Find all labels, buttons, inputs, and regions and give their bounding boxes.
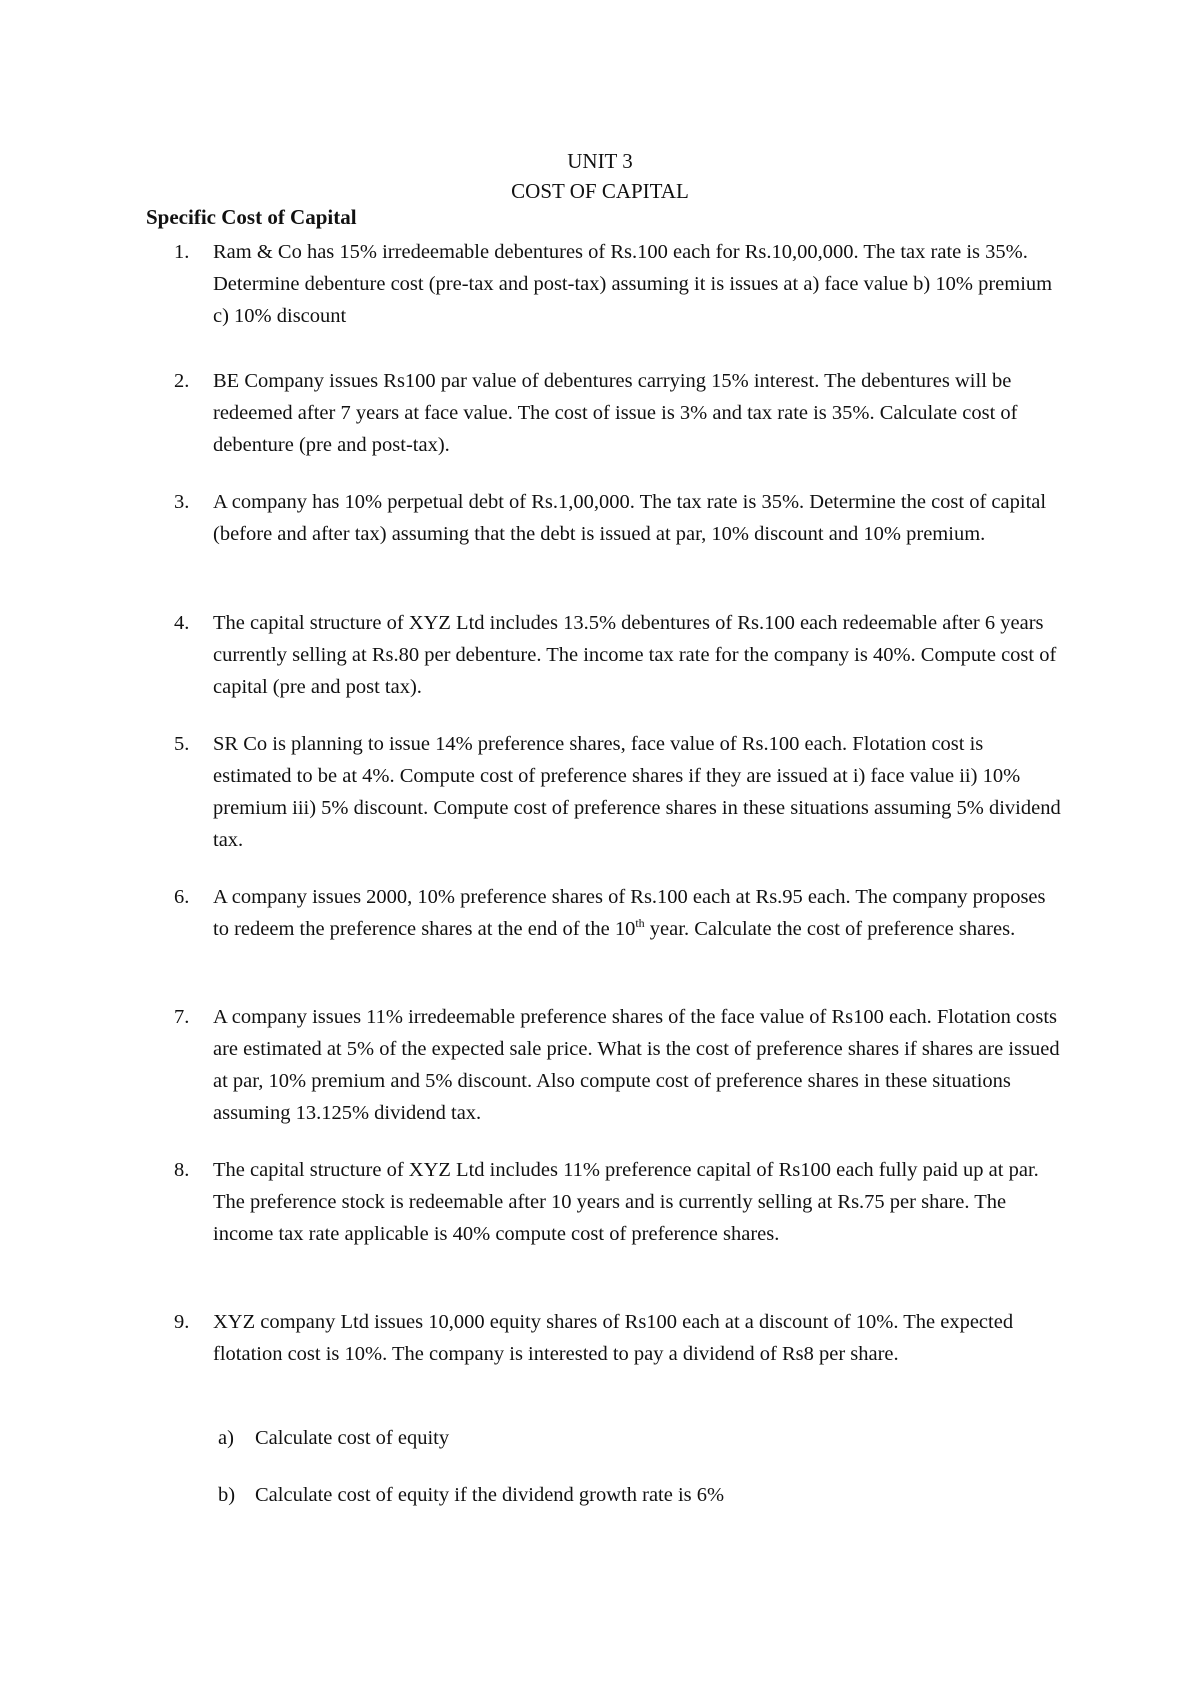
question-8 xyxy=(146,1154,1066,1250)
question-text: XYZ company Ltd issues 10,000 equity shares of Rs100 each at a discount of 10%. The expected flotation cost is 10%. The company is interested to pay a dividend of Rs8 per share. xyxy=(213,1311,1014,1365)
question-text: A company has 10% perpetual debt of Rs.1,00,000. The tax rate is 35%. Determine the cost of capital (before and after tax) assuming that the debt is issued at par, 10% discount and 10% premium. xyxy=(213,491,1047,545)
question-9 xyxy=(146,1306,1066,1370)
question-text: Ram & Co has 15% irredeemable debentures of Rs.100 each for Rs.10,00,000. The tax rate is 35%. Determine debenture cost (pre-tax and post-tax) assuming it is issues at a) face value b) 10% premium c) 10% discount xyxy=(213,241,1053,327)
question-number: 7. xyxy=(174,1006,190,1028)
question-2 xyxy=(146,365,1066,461)
question-text xyxy=(213,881,1066,945)
question-number: 1. xyxy=(174,241,190,263)
question-number: 4. xyxy=(174,612,190,634)
subitem-text: Calculate cost of equity if the dividend growth rate is 6% xyxy=(255,1484,725,1506)
question-text: The capital structure of XYZ Ltd includes 13.5% debentures of Rs.100 each redeemable after 6 years currently selling at Rs.80 per debenture. The income tax rate for the company is 40%. Compute cost of capital (pre and post tax). xyxy=(213,612,1057,698)
question-6 xyxy=(146,881,1066,945)
subitem-label: b) xyxy=(218,1484,236,1506)
page-title: COST OF CAPITAL xyxy=(511,179,689,203)
unit-label: UNIT 3 xyxy=(567,149,633,173)
question-text: SR Co is planning to issue 14% preference shares, face value of Rs.100 each. Flotation cost is estimated to be at 4%. Compute cost of preference shares if they are issued at i) face value ii) 10% premium iii) 5% discount. Compute cost of preference shares in these situations assuming 5% dividend tax. xyxy=(213,733,1061,851)
subitem-label: a) xyxy=(218,1427,234,1449)
question-text: BE Company issues Rs100 par value of debentures carrying 15% interest. The debentures will be redeemed after 7 years at face value. The cost of issue is 3% and tax rate is 35%. Calculate cost of debenture (pre and post-tax). xyxy=(213,370,1018,456)
question-4 xyxy=(146,607,1066,703)
question-5 xyxy=(146,728,1066,856)
question-3 xyxy=(146,486,1066,550)
superscript-ordinal: th xyxy=(635,916,645,931)
question-text-part: year. Calculate the cost of preference shares. xyxy=(644,918,1016,940)
title-block xyxy=(0,146,1200,206)
question-text: A company issues 11% irredeemable preference shares of the face value of Rs100 each. Flotation costs are estimated at 5% of the expected sale price. What is the cost of preference shares if shares are issued at par, 10% premium and 5% discount. Also compute cost of preference shares in these situations assuming 13.125% dividend tax. xyxy=(213,1006,1060,1124)
subitem-text: Calculate cost of equity xyxy=(255,1427,450,1449)
question-number: 8. xyxy=(174,1159,190,1181)
section-heading: Specific Cost of Capital xyxy=(146,205,357,229)
question-number: 2. xyxy=(174,370,190,392)
subitem-a xyxy=(213,1422,1073,1454)
question-text: The capital structure of XYZ Ltd includes 11% preference capital of Rs100 each fully paid up at par. The preference stock is redeemable after 10 years and is currently selling at Rs.75 per share. The income tax rate applicable is 40% compute cost of preference shares. xyxy=(213,1159,1039,1245)
question-number: 5. xyxy=(174,733,190,755)
question-1 xyxy=(146,236,1066,332)
question-text-part: A company issues 2000, 10% preference shares of Rs.100 each at Rs.95 each. The company proposes to redeem the preference shares at the end of the 10 xyxy=(213,886,1046,940)
question-number: 9. xyxy=(174,1311,190,1333)
question-number: 6. xyxy=(174,886,190,908)
subitem-b xyxy=(213,1479,1073,1511)
question-7 xyxy=(146,1001,1066,1129)
question-number: 3. xyxy=(174,491,190,513)
